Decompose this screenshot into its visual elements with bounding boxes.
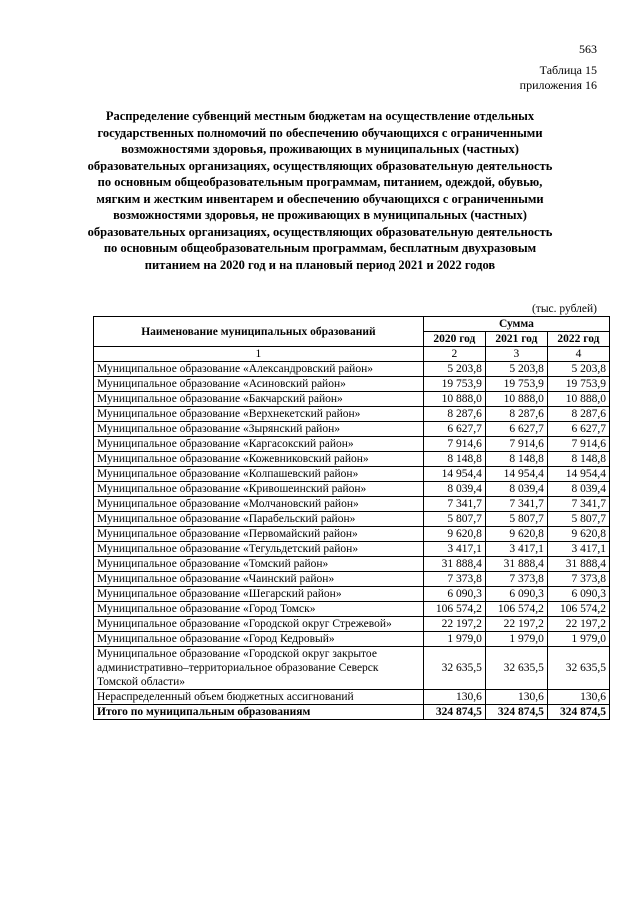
amount-2020: 5 203,8 [423, 362, 485, 377]
amount-2022: 8 287,6 [547, 407, 609, 422]
table-row [94, 422, 610, 437]
table-row [94, 542, 610, 557]
table-row [94, 452, 610, 467]
amount-2021: 7 341,7 [485, 497, 547, 512]
table-row [94, 632, 610, 647]
amount-2020: 106 574,2 [423, 602, 485, 617]
amount-2021: 106 574,2 [485, 602, 547, 617]
table-row [94, 437, 610, 452]
amount-2020: 1 979,0 [423, 632, 485, 647]
amount-2022: 19 753,9 [547, 377, 609, 392]
amount-2022: 14 954,4 [547, 467, 609, 482]
municipality-name: Муниципальное образование «Город Кедровый» [94, 632, 424, 647]
municipality-name: Муниципальное образование «Городской округ Стрежевой» [94, 617, 424, 632]
amount-2020: 10 888,0 [423, 392, 485, 407]
table-row [94, 362, 610, 377]
amount-2020: 14 954,4 [423, 467, 485, 482]
amount-2020: 7 914,6 [423, 437, 485, 452]
amount-2022: 32 635,5 [547, 647, 609, 690]
amount-2022: 10 888,0 [547, 392, 609, 407]
amount-2022: 7 341,7 [547, 497, 609, 512]
table-row [94, 392, 610, 407]
municipality-name: Муниципальное образование «Молчановский район» [94, 497, 424, 512]
header-year-2020: 2020 год [423, 332, 485, 347]
municipality-name: Муниципальное образование «Первомайский район» [94, 527, 424, 542]
total-name: Итого по муниципальным образованиям [94, 705, 424, 720]
amount-2020: 5 807,7 [423, 512, 485, 527]
amount-2022: 8 148,8 [547, 452, 609, 467]
header-year-2021: 2021 год [485, 332, 547, 347]
amount-2021: 32 635,5 [485, 647, 547, 690]
amount-2021: 10 888,0 [485, 392, 547, 407]
table-row [94, 407, 610, 422]
table-caption [520, 63, 597, 93]
column-index-3: 3 [485, 347, 547, 362]
amount-2020: 8 148,8 [423, 452, 485, 467]
header-year-2022: 2022 год [547, 332, 609, 347]
amount-2020: 31 888,4 [423, 557, 485, 572]
column-index-1: 1 [94, 347, 424, 362]
subsidy-table [93, 316, 610, 720]
document-title: Распределение субвенций местным бюджетам на осуществление отдельных государственных полномочий по обеспечению обучающихся с ограниченными возможностями здоровья, проживающих в муниципальных (частных) образовательных организациях, осуществляющих образовательную деятельность по основным общеобразовательным программам, питанием, одеждой, обувью, мягким и жестким инвентарем и обеспечению обучающихся с ограниченными возможностями здоровья, не проживающих в муниципальных (частных) образовательных организациях, осуществляющих образовательную деятельность по основным общеобразовательным программам, бесплатным двухразовым питанием на 2020 год и на плановый период 2021 и 2022 годов [87, 109, 553, 272]
municipality-name: Муниципальное образование «Город Томск» [94, 602, 424, 617]
amount-2020: 7 341,7 [423, 497, 485, 512]
amount-2021: 5 203,8 [485, 362, 547, 377]
amount-2022: 3 417,1 [547, 542, 609, 557]
municipality-name: Муниципальное образование «Зырянский район» [94, 422, 424, 437]
municipality-name: Муниципальное образование «Чаинский район» [94, 572, 424, 587]
amount-2020: 130,6 [423, 690, 485, 705]
amount-2022: 7 373,8 [547, 572, 609, 587]
amount-2021: 8 039,4 [485, 482, 547, 497]
amount-2021: 19 753,9 [485, 377, 547, 392]
table-row [94, 482, 610, 497]
municipality-name: Муниципальное образование «Томский район» [94, 557, 424, 572]
header-sum: Сумма [423, 317, 609, 332]
table-caption-line2: приложения 16 [519, 78, 597, 92]
table-row [94, 512, 610, 527]
municipality-name: Муниципальное образование «Каргасокский район» [94, 437, 424, 452]
amount-2022: 9 620,8 [547, 527, 609, 542]
table-row [94, 690, 610, 705]
amount-2021: 1 979,0 [485, 632, 547, 647]
table-row [94, 467, 610, 482]
header-name: Наименование муниципальных образований [94, 317, 424, 347]
amount-2022: 7 914,6 [547, 437, 609, 452]
total-row [94, 705, 610, 720]
amount-2020: 6 090,3 [423, 587, 485, 602]
amount-2020: 32 635,5 [423, 647, 485, 690]
amount-2022: 6 627,7 [547, 422, 609, 437]
table-row [94, 647, 610, 690]
amount-2022: 130,6 [547, 690, 609, 705]
table-row [94, 497, 610, 512]
amount-2021: 8 148,8 [485, 452, 547, 467]
municipality-name: Муниципальное образование «Бакчарский район» [94, 392, 424, 407]
amount-2020: 19 753,9 [423, 377, 485, 392]
amount-2022: 31 888,4 [547, 557, 609, 572]
column-index-2: 2 [423, 347, 485, 362]
amount-2020: 8 287,6 [423, 407, 485, 422]
table-row [94, 587, 610, 602]
amount-2021: 31 888,4 [485, 557, 547, 572]
amount-2021: 3 417,1 [485, 542, 547, 557]
units-label: (тыс. рублей) [531, 303, 597, 315]
municipality-name: Муниципальное образование «Тегульдетский район» [94, 542, 424, 557]
amount-2020: 6 627,7 [423, 422, 485, 437]
amount-2021: 6 090,3 [485, 587, 547, 602]
amount-2022: 5 807,7 [547, 512, 609, 527]
amount-2021: 14 954,4 [485, 467, 547, 482]
municipality-name: Муниципальное образование «Александровский район» [94, 362, 424, 377]
municipality-name: Нераспределенный объем бюджетных ассигнований [94, 690, 424, 705]
municipality-name: Муниципальное образование «Колпашевский район» [94, 467, 424, 482]
amount-2022: 6 090,3 [547, 587, 609, 602]
table-caption-line1: Таблица 15 [539, 63, 597, 77]
table-row [94, 602, 610, 617]
total-2020: 324 874,5 [423, 705, 485, 720]
amount-2020: 8 039,4 [423, 482, 485, 497]
amount-2022: 106 574,2 [547, 602, 609, 617]
amount-2021: 7 914,6 [485, 437, 547, 452]
amount-2022: 8 039,4 [547, 482, 609, 497]
amount-2021: 5 807,7 [485, 512, 547, 527]
total-2021: 324 874,5 [485, 705, 547, 720]
amount-2020: 3 417,1 [423, 542, 485, 557]
table-row [94, 527, 610, 542]
table-row [94, 617, 610, 632]
page-number: 563 [579, 42, 597, 56]
amount-2020: 9 620,8 [423, 527, 485, 542]
amount-2021: 6 627,7 [485, 422, 547, 437]
municipality-name: Муниципальное образование «Шегарский район» [94, 587, 424, 602]
table-row [94, 572, 610, 587]
amount-2021: 7 373,8 [485, 572, 547, 587]
amount-2022: 5 203,8 [547, 362, 609, 377]
municipality-name: Муниципальное образование «Парабельский район» [94, 512, 424, 527]
amount-2020: 7 373,8 [423, 572, 485, 587]
municipality-name: Муниципальное образование «Кожевниковский район» [94, 452, 424, 467]
table-row [94, 557, 610, 572]
amount-2022: 22 197,2 [547, 617, 609, 632]
municipality-name: Муниципальное образование «Верхнекетский район» [94, 407, 424, 422]
column-index-4: 4 [547, 347, 609, 362]
table-row [94, 377, 610, 392]
table-body [94, 362, 610, 705]
amount-2021: 22 197,2 [485, 617, 547, 632]
municipality-name: Муниципальное образование «Кривошеинский район» [94, 482, 424, 497]
amount-2022: 1 979,0 [547, 632, 609, 647]
amount-2020: 22 197,2 [423, 617, 485, 632]
amount-2021: 9 620,8 [485, 527, 547, 542]
total-2022: 324 874,5 [547, 705, 609, 720]
amount-2021: 8 287,6 [485, 407, 547, 422]
municipality-name: Муниципальное образование «Городской округ закрытое административно–территориальное образование Северск Томской области» [94, 647, 424, 690]
municipality-name: Муниципальное образование «Асиновский район» [94, 377, 424, 392]
amount-2021: 130,6 [485, 690, 547, 705]
